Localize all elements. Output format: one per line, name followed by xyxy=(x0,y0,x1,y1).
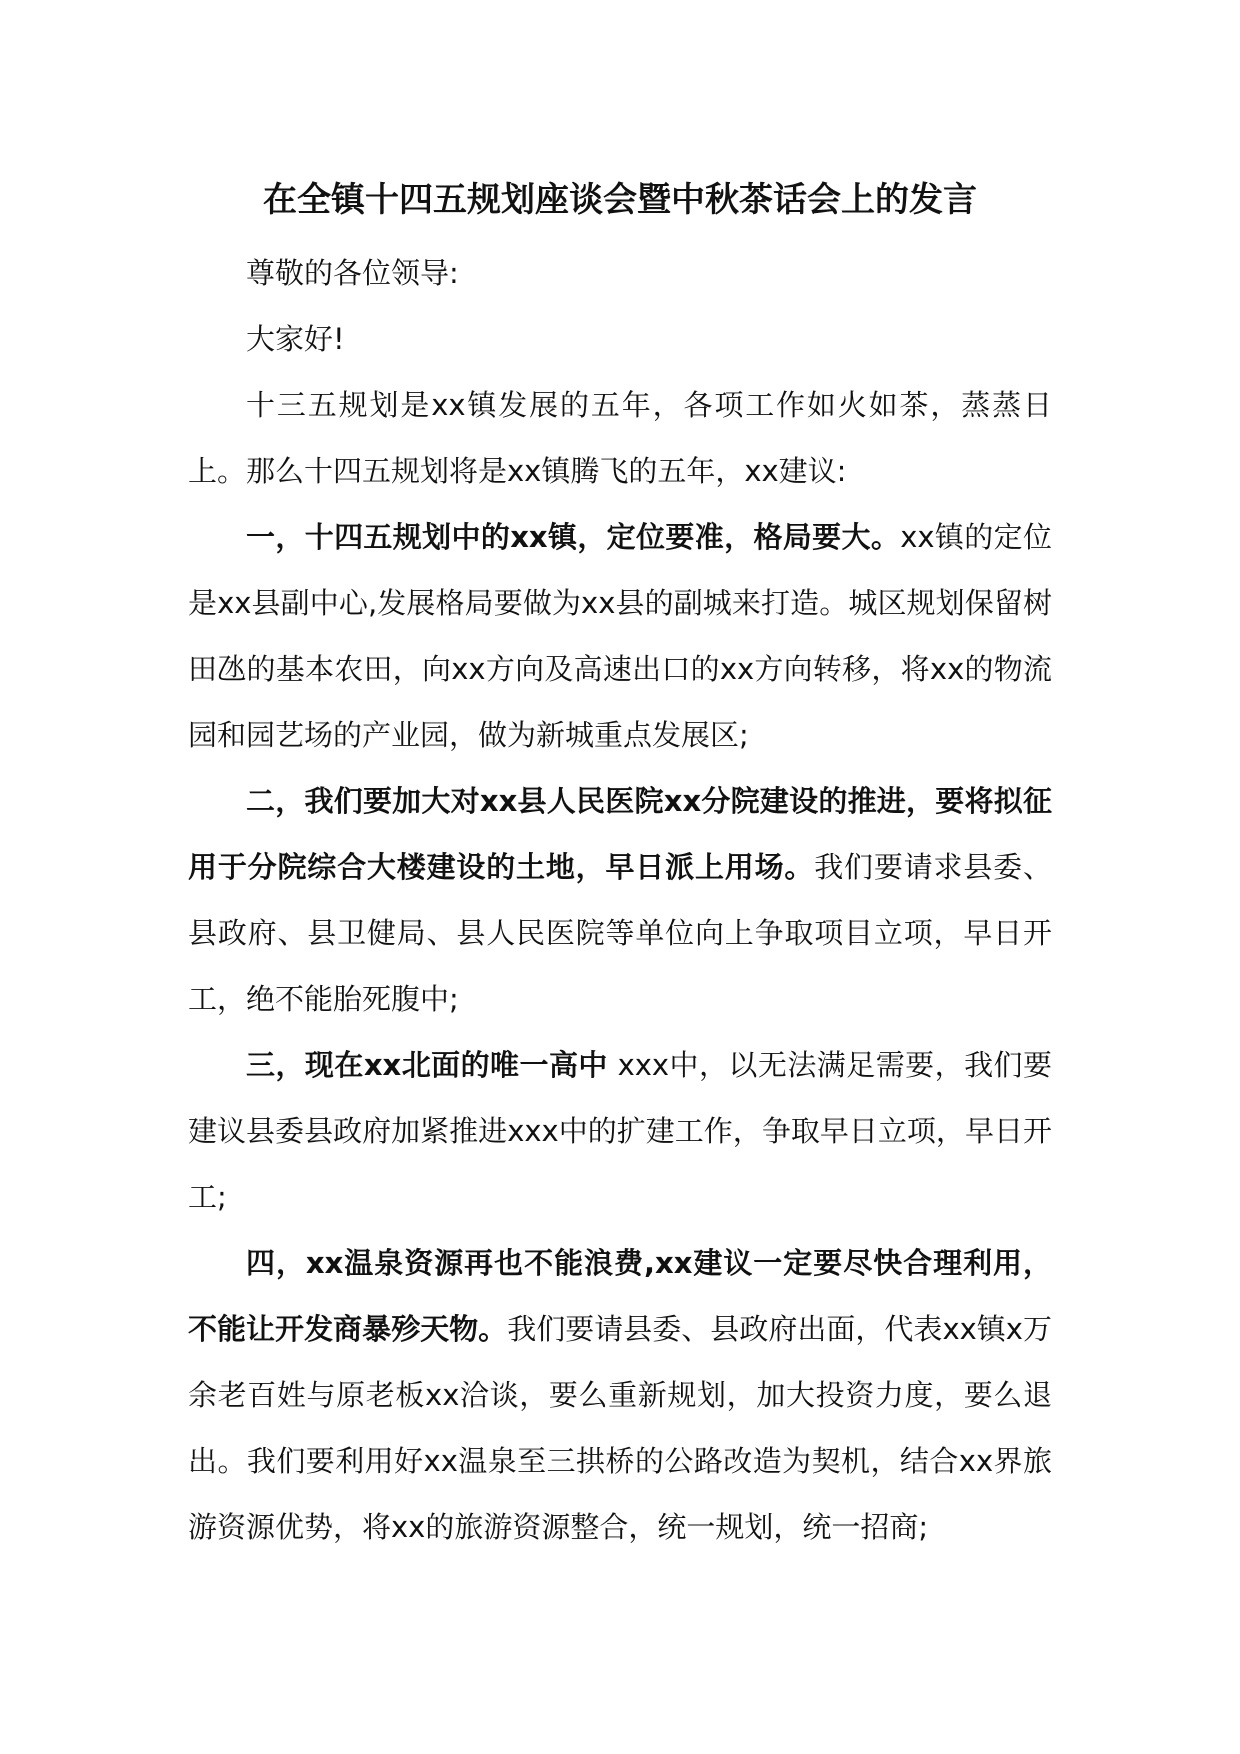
item-text: 我们要请求县委、县政府、县卫健局、县人民医院等单位向上争取项目立项，早日开工，绝不能胎死腹中; xyxy=(188,850,1052,1016)
item-paragraph-1 xyxy=(188,504,1052,768)
item-lead: 三，现在xx北面的唯一高中 xyxy=(246,1048,608,1082)
document-title: 在全镇十四五规划座谈会暨中秋茶话会上的发言 xyxy=(263,180,977,220)
item-lead: 四，xx温泉资源再也不能浪费,xx建议一定要尽快合理利用，不能让开发商暴殄天物。 xyxy=(188,1246,1052,1346)
item-paragraph-4 xyxy=(188,1230,1052,1560)
item-lead: 一，十四五规划中的xx镇，定位要准，格局要大。 xyxy=(246,520,901,554)
item-text: xx镇的定位是xx县副中心,发展格局要做为xx县的副城来打造。城区规划保留树田氹的基本农田，向xx方向及高速出口的xx方向转移，将xx的物流园和园艺场的产业园，做为新城重点发展区; xyxy=(188,520,1052,752)
intro-paragraph: 十三五规划是xx镇发展的五年，各项工作如火如茶，蒸蒸日上。那么十四五规划将是xx镇腾飞的五年，xx建议: xyxy=(188,388,1052,488)
item-lead: 二，我们要加大对xx县人民医院xx分院建设的推进，要将拟征用于分院综合大楼建设的土地，早日派上用场。 xyxy=(188,784,1052,884)
item-text: 我们要请县委、县政府出面，代表xx镇x万余老百姓与原老板xx洽谈，要么重新规划，加大投资力度，要么退出。我们要利用好xx温泉至三拱桥的公路改造为契机，结合xx界旅游资源优势，将xx的旅游资源整合，统一规划，统一招商; xyxy=(188,1312,1052,1544)
document-body xyxy=(188,240,1052,1560)
item-paragraph-3 xyxy=(188,1032,1052,1230)
item-text: xxx中，以无法满足需要，我们要建议县委县政府加紧推进xxx中的扩建工作，争取早日立项，早日开工; xyxy=(188,1048,1052,1214)
salutation: 尊敬的各位领导: xyxy=(246,256,459,290)
greeting: 大家好! xyxy=(246,322,345,356)
item-paragraph-2 xyxy=(188,768,1052,1032)
